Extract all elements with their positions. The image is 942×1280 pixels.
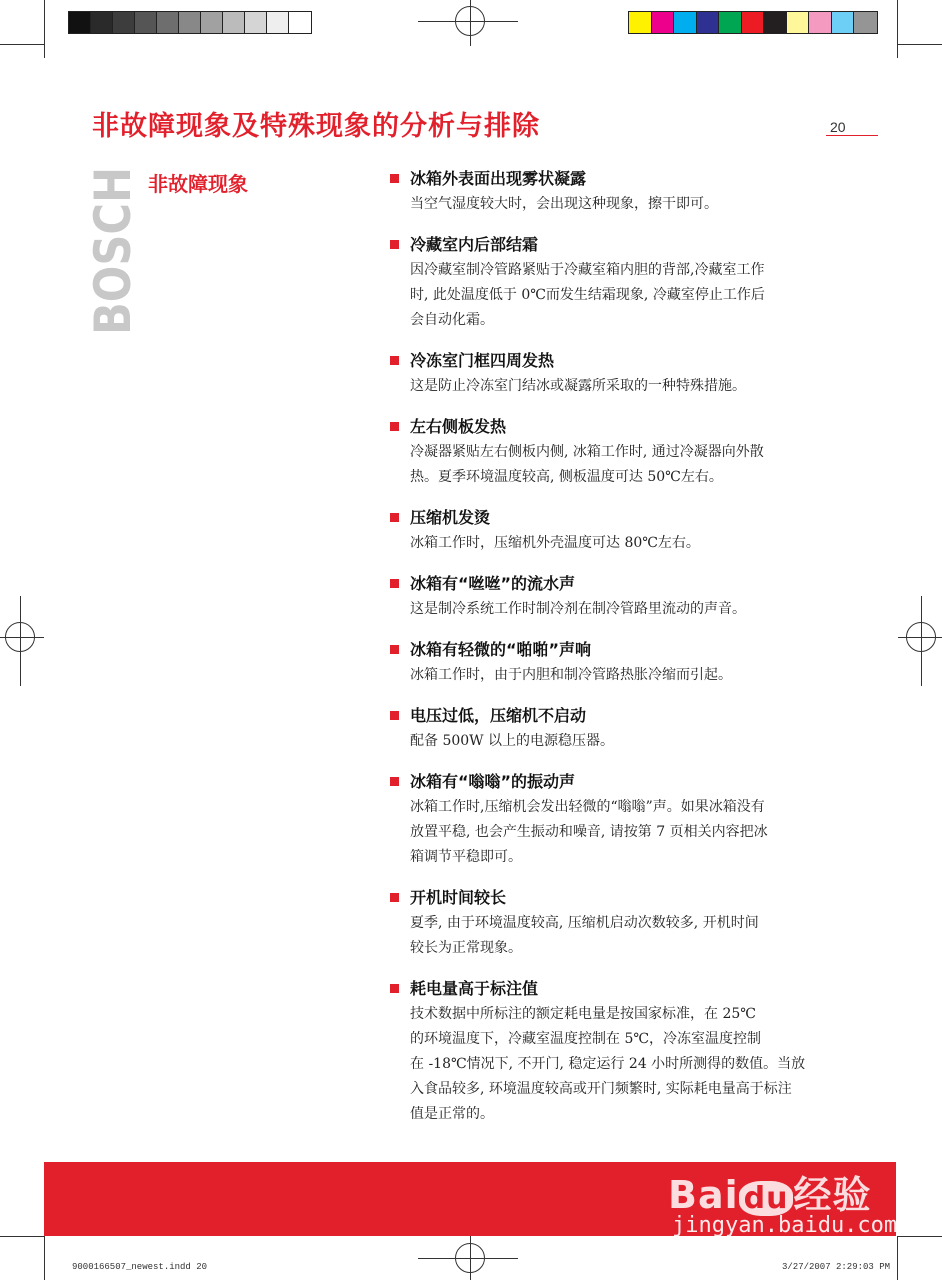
page-number: 20 — [830, 119, 846, 135]
description-line: 因冷藏室制冷管路紧贴于冷藏室箱内胆的背部,冷藏室工作 — [410, 262, 765, 278]
item-title — [390, 639, 830, 660]
item-title-text: 开机时间较长 — [410, 888, 507, 907]
list-item — [390, 168, 830, 217]
item-title — [390, 705, 830, 726]
square-bullet-icon — [390, 356, 399, 365]
item-title — [390, 771, 830, 792]
gray-swatch — [113, 12, 135, 33]
color-bar — [628, 11, 878, 34]
color-swatch — [832, 12, 855, 33]
gray-swatch — [223, 12, 245, 33]
description-line: 当空气湿度较大时，会出现这种现象，擦干即可。 — [410, 196, 718, 212]
registration-line — [0, 637, 44, 638]
description-line: 冷凝器紧贴左右侧板内侧, 冰箱工作时, 通过冷凝器向外散 — [410, 444, 764, 460]
color-swatch — [719, 12, 742, 33]
item-title — [390, 350, 830, 371]
item-title-text: 冷藏室内后部结霜 — [410, 235, 539, 254]
list-item — [390, 573, 830, 622]
item-title — [390, 168, 830, 189]
gray-swatch — [135, 12, 157, 33]
registration-line — [418, 1258, 518, 1259]
item-description — [390, 597, 830, 622]
square-bullet-icon — [390, 645, 399, 654]
gray-swatch — [245, 12, 267, 33]
crop-mark — [44, 0, 45, 58]
crop-mark — [897, 1236, 898, 1280]
description-line: 箱调节平稳即可。 — [410, 849, 522, 865]
crop-mark — [897, 0, 898, 58]
section-title: 非故障现象 — [148, 172, 248, 196]
description-line: 冰箱工作时，由于内胆和制冷管路热胀冷缩而引起。 — [410, 667, 732, 683]
item-title-text: 耗电量高于标注值 — [410, 979, 539, 998]
description-line: 较长为正常现象。 — [410, 940, 522, 956]
item-description — [390, 663, 830, 688]
item-description — [390, 440, 830, 490]
color-swatch — [697, 12, 720, 33]
item-description — [390, 258, 830, 333]
color-swatch — [742, 12, 765, 33]
color-swatch — [787, 12, 810, 33]
list-item — [390, 234, 830, 333]
item-title-text: 压缩机发烫 — [410, 508, 491, 527]
item-description — [390, 531, 830, 556]
description-line: 热。夏季环境温度较高, 侧板温度可达 50℃左右。 — [410, 469, 723, 485]
slug-filename: 9000166507_newest.indd 20 — [72, 1262, 208, 1272]
description-line: 这是防止冷冻室门结冰或凝露所采取的一种特殊措施。 — [410, 378, 746, 394]
item-title — [390, 573, 830, 594]
watermark-prefix: Bai — [668, 1173, 739, 1217]
square-bullet-icon — [390, 711, 399, 720]
description-line: 夏季, 由于环境温度较高, 压缩机启动次数较多, 开机时间 — [410, 915, 759, 931]
list-item — [390, 639, 830, 688]
description-line: 会自动化霜。 — [410, 312, 494, 328]
color-swatch — [809, 12, 832, 33]
list-item — [390, 507, 830, 556]
item-title — [390, 416, 830, 437]
watermark-du: du — [739, 1181, 794, 1216]
gray-swatch — [201, 12, 223, 33]
item-title-text: 冰箱有轻微的“啪啪”声响 — [410, 640, 592, 659]
item-title-text: 冰箱有“咝咝”的流水声 — [410, 574, 576, 593]
description-line: 冰箱工作时，压缩机外壳温度可达 80℃左右。 — [410, 535, 700, 551]
square-bullet-icon — [390, 174, 399, 183]
square-bullet-icon — [390, 513, 399, 522]
color-swatch — [674, 12, 697, 33]
color-swatch — [764, 12, 787, 33]
item-title-text: 左右侧板发热 — [410, 417, 507, 436]
square-bullet-icon — [390, 984, 399, 993]
crop-mark — [44, 1236, 45, 1280]
registration-line — [470, 1236, 471, 1280]
item-title-text: 冰箱有“嗡嗡”的振动声 — [410, 772, 576, 791]
color-swatch — [629, 12, 652, 33]
item-description — [390, 729, 830, 754]
item-title — [390, 234, 830, 255]
grayscale-bar — [68, 11, 312, 34]
description-line: 放置平稳, 也会产生振动和噪音, 请按第 7 页相关内容把冰 — [410, 824, 768, 840]
baidu-watermark — [668, 1164, 872, 1219]
item-title — [390, 978, 830, 999]
phenomena-list — [390, 168, 830, 1144]
square-bullet-icon — [390, 777, 399, 786]
item-title-text: 电压过低，压缩机不启动 — [410, 706, 587, 725]
item-title-text: 冰箱外表面出现雾状凝露 — [410, 169, 587, 188]
color-swatch — [652, 12, 675, 33]
page-title: 非故障现象及特殊现象的分析与排除 — [92, 111, 540, 142]
registration-line — [470, 0, 471, 46]
registration-line — [418, 21, 518, 22]
description-line: 值是正常的。 — [410, 1106, 494, 1122]
svg-text:BOSCH: BOSCH — [84, 139, 142, 335]
square-bullet-icon — [390, 422, 399, 431]
crop-mark — [898, 44, 942, 45]
square-bullet-icon — [390, 240, 399, 249]
description-line: 在 -18℃情况下, 不开门, 稳定运行 24 小时所测得的数值。当放 — [410, 1056, 806, 1072]
item-title — [390, 507, 830, 528]
gray-swatch — [289, 12, 311, 33]
gray-swatch — [157, 12, 179, 33]
list-item — [390, 771, 830, 870]
list-item — [390, 978, 830, 1127]
registration-line — [20, 596, 21, 686]
gray-swatch — [179, 12, 201, 33]
list-item — [390, 350, 830, 399]
page-number-underline — [826, 135, 878, 136]
watermark-url: jingyan.baidu.com — [672, 1213, 898, 1238]
description-line: 冰箱工作时,压缩机会发出轻微的“嗡嗡”声。如果冰箱没有 — [410, 799, 765, 815]
description-line: 配备 500W 以上的电源稳压器。 — [410, 733, 615, 749]
item-description — [390, 1002, 830, 1127]
item-title — [390, 887, 830, 908]
square-bullet-icon — [390, 893, 399, 902]
gray-swatch — [267, 12, 289, 33]
registration-line — [898, 637, 942, 638]
bosch-logo — [84, 139, 142, 337]
slug-timestamp: 3/27/2007 2:29:03 PM — [782, 1262, 891, 1272]
list-item — [390, 887, 830, 961]
crop-mark — [898, 1236, 942, 1237]
item-title-text: 冷冻室门框四周发热 — [410, 351, 555, 370]
watermark-suffix: 经验 — [793, 1173, 872, 1217]
crop-mark — [0, 44, 44, 45]
crop-mark — [0, 1236, 44, 1237]
square-bullet-icon — [390, 579, 399, 588]
description-line: 时, 此处温度低于 0℃而发生结霜现象, 冷藏室停止工作后 — [410, 287, 765, 303]
gray-swatch — [91, 12, 113, 33]
item-description — [390, 911, 830, 961]
registration-line — [921, 596, 922, 686]
description-line: 这是制冷系统工作时制冷剂在制冷管路里流动的声音。 — [410, 601, 746, 617]
gray-swatch — [69, 12, 91, 33]
item-description — [390, 795, 830, 870]
list-item — [390, 416, 830, 490]
list-item — [390, 705, 830, 754]
item-description — [390, 192, 830, 217]
color-swatch — [854, 12, 877, 33]
description-line: 入食品较多, 环境温度较高或开门频繁时, 实际耗电量高于标注 — [410, 1081, 792, 1097]
item-description — [390, 374, 830, 399]
description-line: 的环境温度下，冷藏室温度控制在 5℃，冷冻室温度控制 — [410, 1031, 762, 1047]
description-line: 技术数据中所标注的额定耗电量是按国家标准，在 25℃ — [410, 1006, 756, 1022]
